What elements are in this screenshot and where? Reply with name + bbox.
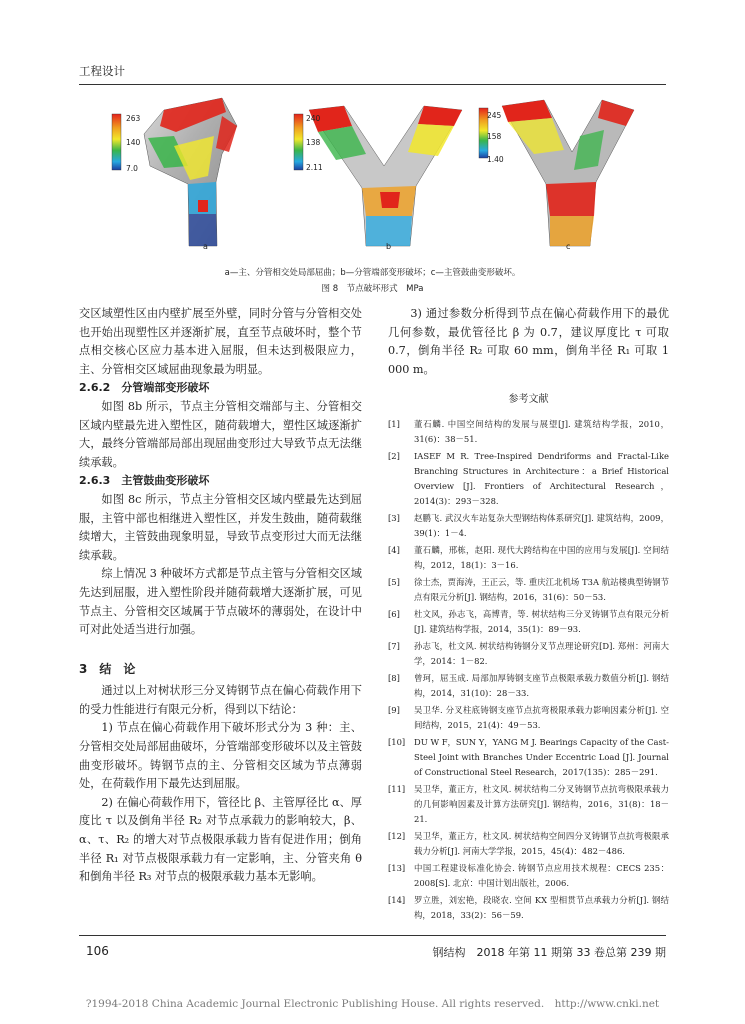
reference-number: [3] (388, 512, 400, 523)
reference-item (388, 639, 669, 669)
reference-text: IASEF M R. Tree-Inspired Dendriforms and Fractal-Like Branching Structures in Architecture：a Brief Historical Overview [J]. Frontiers of Architectural Research，2014(3)：293－328. (414, 450, 669, 506)
subsection-heading: 2.6.3 主管鼓曲变形破坏 (79, 474, 210, 488)
reference-item (388, 735, 669, 780)
reference-list (388, 417, 669, 923)
reference-number: [12] (388, 830, 406, 841)
reference-number: [14] (388, 894, 406, 905)
reference-item (388, 893, 669, 923)
reference-item (388, 782, 669, 827)
reference-text: DU W F，SUN Y，YANG M J. Bearings Capacity of the Cast-Steel Joint with Branches Under Eccentric Load [J]. Journal of Constructional Steel Research，2017(135)：285－291. (414, 736, 669, 777)
reference-item (388, 861, 669, 891)
reference-text: 吴卫华，董正方，杜文风. 树状结构空间四分叉铸钢节点抗弯极限承载力分析[J]. 河南大学学报，2015，45(4)：482－486. (414, 830, 669, 856)
reference-number: [7] (388, 640, 400, 651)
header-rule (79, 84, 666, 85)
scale-b-min: 2.11 (306, 163, 323, 172)
section-heading-conclusion: 3 结 论 (79, 661, 136, 676)
reference-text: 吴卫华. 分叉柱底铸钢支座节点抗弯极限承载力影响因素分析[J]. 空间结构，2015，21(4)：49－53. (414, 704, 669, 730)
reference-number: [8] (388, 672, 400, 683)
scale-c-mid: 158 (487, 132, 502, 141)
page-number: 106 (86, 944, 109, 958)
left-column (79, 305, 362, 887)
journal-issue: 钢结构 2018 年第 11 期第 33 卷总第 239 期 (432, 946, 666, 959)
subsection-heading: 2.6.2 分管端部变形破坏 (79, 381, 210, 395)
reference-text: 赵鹏飞. 武汉火车站复杂大型钢结构体系研究[J]. 建筑结构，2009，39(1)：1－4. (414, 512, 669, 538)
reference-text: 董石麟，邢栋，赵阳. 现代大跨结构在中国的应用与发展[J]. 空间结构，2012，18(1)：3－16. (414, 544, 669, 570)
scale-c-min: 1.40 (487, 155, 504, 164)
figure-8-contour-plots (104, 96, 644, 256)
panel-b (294, 106, 462, 246)
copyright-notice: ?1994-2018 China Academic Journal Electronic Publishing House. All rights reserved. http://www.cnki.net (85, 998, 660, 1010)
reference-text: 罗立胜，刘宏艳，段晓农. 空间 KX 型相贯节点承载力分析[J]. 钢结构，2018，33(2)：56－59. (414, 894, 669, 920)
scale-a-min: 7.0 (126, 164, 138, 173)
paragraph: 1) 节点在偏心荷载作用下破坏形式分为 3 种：主、分管相交处局部屈曲破坏，分管端部变形破坏以及主管鼓曲变形破坏。铸钢节点的主、分管相交区域为节点薄弱处，在荷载作用下最先达到屈服。 (79, 721, 362, 791)
figure-caption-legend: a—主、分管相交处局部屈曲；b—分管端部变形破坏；c—主管鼓曲变形破坏。 (224, 268, 521, 278)
reference-item (388, 543, 669, 573)
panel-label-b: b (386, 242, 392, 251)
scale-b-mid: 138 (306, 138, 321, 147)
reference-number: [13] (388, 862, 406, 873)
reference-item (388, 417, 669, 447)
paragraph: 如图 8c 所示，节点主分管相交区域内壁最先达到屈服，主管中部也相继进入塑性区，并发生鼓曲，随荷载继续增大，主管鼓曲现象明显，导致节点变形过大而无法继续承载。 (79, 492, 362, 562)
reference-number: [5] (388, 576, 400, 587)
reference-text: 杜文风，孙志飞，高博青，等. 树状结构三分叉铸钢节点有限元分析[J]. 建筑结构学报，2014，35(1)：89－93. (414, 608, 669, 634)
reference-text: 董石麟. 中国空间结构的发展与展望[J]. 建筑结构学报，2010，31(6)：38－51. (414, 418, 669, 444)
reference-text: 吴卫华，董正方，杜文风. 树状结构二分叉铸钢节点抗弯极限承载力的几何影响因素及计算方法研究[J]. 钢结构，2016，31(8)：18－21. (414, 783, 669, 824)
reference-number: [4] (388, 544, 400, 555)
scale-a-mid: 140 (126, 138, 141, 147)
paragraph: 3) 通过参数分析得到节点在偏心荷载作用下的最优几何参数，最优管径比 β 为 0.7，建议厚度比 τ 可取 0.7，倒角半径 R₂ 可取 60 mm，倒角半径 R₁ 可取 1 000 m。 (388, 307, 669, 376)
paragraph: 通过以上对树状形三分叉铸钢节点在偏心荷载作用下的受力性能进行有限元分析，得到以下结论： (79, 684, 362, 716)
reference-number: [1] (388, 418, 400, 429)
reference-item (388, 575, 669, 605)
reference-number: [10] (388, 736, 406, 747)
references-title: 参考文献 (508, 394, 549, 406)
scale-a-max: 263 (126, 114, 141, 123)
reference-number: [11] (388, 783, 406, 794)
reference-number: [9] (388, 704, 400, 715)
reference-number: [6] (388, 608, 400, 619)
paragraph: 交区域塑性区由内壁扩展至外壁，同时分管与分管相交处也开始出现塑性区并逐渐扩展，直至节点破坏时，整个节点相交核心区应力基本进入屈服，但未达到极限应力，主、分管相交区域屈曲现象最为明显。 (79, 307, 362, 376)
reference-item (388, 703, 669, 733)
running-header: 工程设计 (79, 64, 125, 78)
panel-label-c: c (566, 242, 571, 251)
scale-b-max: 240 (306, 114, 321, 123)
reference-item (388, 511, 669, 541)
reference-text: 中国工程建设标准化协会. 铸钢节点应用技术规程：CECS 235：2008[S]. 北京：中国计划出版社，2006. (414, 862, 669, 888)
reference-number: [2] (388, 450, 400, 461)
reference-text: 孙志飞，杜文风. 树状结构铸钢分叉节点理论研究[D]. 郑州：河南大学，2014：1－82. (414, 640, 669, 666)
reference-item (388, 607, 669, 637)
reference-text: 曾珂，屈玉成. 局部加厚铸钢支座节点极限承载力数值分析[J]. 钢结构，2014，31(10)：28－33. (414, 672, 669, 698)
scale-c-max: 245 (487, 111, 502, 120)
right-column (388, 305, 669, 925)
panel-label-a: a (203, 242, 208, 251)
reference-item (388, 449, 669, 509)
paragraph: 2) 在偏心荷载作用下，管径比 β、主管厚径比 α、厚度比 τ 以及倒角半径 R₂ 对节点承载力的影响较大，β、α、τ、R₂ 的增大对节点极限承载力皆有促进作用；倒角半径 R₁ 对节点极限承载力有一定影响，主、分管夹角 θ 和倒角半径 R₃ 对节点的极限承载力基本无影响。 (79, 795, 362, 884)
footer-rule (79, 935, 666, 936)
reference-item (388, 671, 669, 701)
reference-item (388, 829, 669, 859)
reference-text: 徐士杰，贾海涛，王正云，等. 重庆江北机场 T3A 航站楼典型铸钢节点有限元分析[J]. 钢结构，2016，31(6)：50－53. (414, 576, 669, 602)
panel-c (479, 100, 634, 246)
figure-caption-title: 图 8 节点破坏形式 MPa (321, 284, 424, 294)
paragraph: 综上情况 3 种破坏方式都是节点主管与分管相交区域先达到屈服，进入塑性阶段并随荷载增大逐渐扩展，可见节点主、分管相交区域属于节点破坏的薄弱处，在设计中可对此处适当进行加强。 (79, 567, 362, 637)
paragraph: 如图 8b 所示，节点主分管相交端部与主、分管相交区域内壁最先进入塑性区，随荷载增大，塑性区域逐渐扩大，最终分管端部局部出现屈曲变形过大导致节点无法继续承载。 (79, 399, 362, 469)
